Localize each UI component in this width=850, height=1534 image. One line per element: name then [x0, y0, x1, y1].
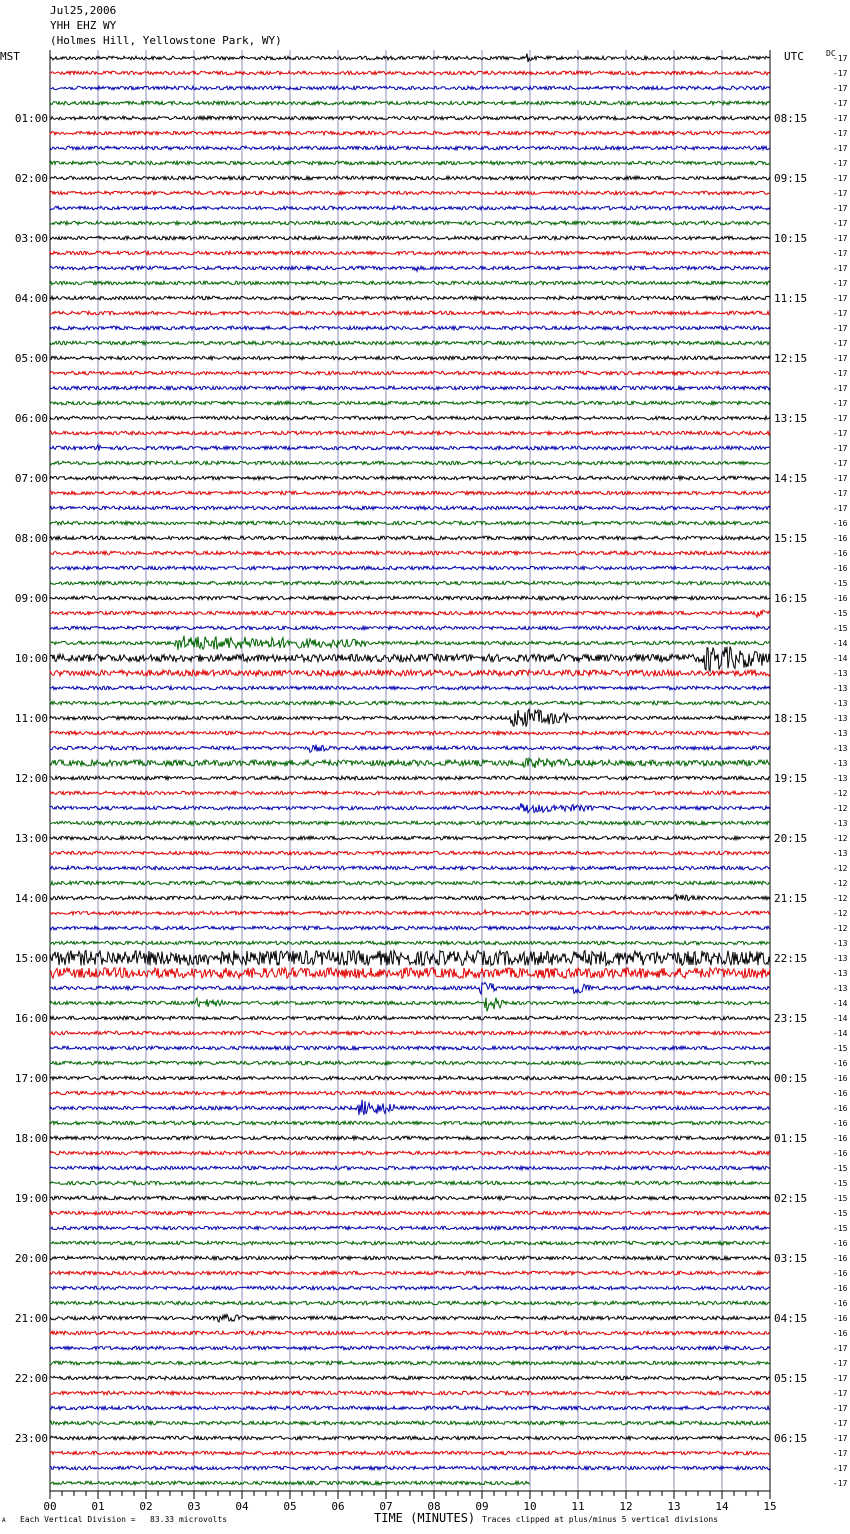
left-hour-label: 02:00: [14, 172, 48, 185]
seismic-trace: [50, 686, 770, 690]
station-location: (Holmes Hill, Yellowstone Park, WY): [50, 34, 282, 47]
seismic-trace: [50, 1361, 770, 1365]
seismic-trace: [50, 610, 770, 617]
seismic-trace: [50, 461, 770, 465]
seismic-trace: [50, 386, 770, 390]
right-hour-label: 05:15: [774, 1372, 808, 1385]
right-hour-label: 12:15: [774, 352, 808, 365]
seismic-trace: [50, 745, 770, 753]
dc-offset-label: -17: [833, 54, 848, 63]
dc-offset-label: -17: [833, 114, 848, 123]
dc-offset-label: -17: [833, 219, 848, 228]
dc-offset-label: -17: [833, 294, 848, 303]
seismic-trace: [50, 1331, 770, 1335]
seismic-trace: [50, 776, 770, 780]
dc-offset-label: -13: [833, 684, 848, 693]
seismic-trace: [50, 101, 770, 105]
seismic-trace: [50, 581, 770, 585]
dc-offset-label: -17: [833, 174, 848, 183]
seismic-trace: [50, 1100, 770, 1115]
seismic-trace: [50, 1286, 770, 1290]
right-hour-label: 20:15: [774, 832, 808, 845]
dc-offset-label: -17: [833, 129, 848, 138]
dc-offset-label: -15: [833, 1194, 848, 1203]
x-tick-label: 14: [715, 1500, 729, 1513]
right-hour-label: 04:15: [774, 1312, 808, 1325]
dc-offset-label: -15: [833, 1209, 848, 1218]
dc-offset-label: -17: [833, 489, 848, 498]
dc-offset-label: -14: [833, 999, 848, 1008]
seismic-trace: [50, 266, 770, 271]
dc-offset-label: -15: [833, 609, 848, 618]
seismic-trace: [50, 881, 770, 885]
left-hour-label: 17:00: [14, 1072, 48, 1085]
seismic-trace: [50, 356, 770, 360]
dc-offset-label: -16: [833, 1314, 848, 1323]
seismic-trace: [50, 596, 770, 600]
seismic-trace: [50, 251, 770, 255]
seismic-trace: [50, 1271, 770, 1275]
dc-offset-label: -15: [833, 1044, 848, 1053]
clip-note: Traces clipped at plus/minus 5 vertical divisions: [482, 1515, 719, 1524]
left-hour-label: 11:00: [14, 712, 48, 725]
seismic-trace: [50, 982, 770, 994]
seismic-trace: [50, 997, 770, 1011]
right-hour-label: 09:15: [774, 172, 808, 185]
x-tick-label: 06: [331, 1500, 345, 1513]
right-hour-label: 10:15: [774, 232, 808, 245]
seismic-trace: [50, 1196, 770, 1200]
dc-offset-label: -16: [833, 594, 848, 603]
seismic-trace: [50, 54, 770, 63]
seismic-trace: [50, 803, 770, 813]
dc-offset-label: -17: [833, 354, 848, 363]
dc-offset-label: -17: [833, 414, 848, 423]
dc-offset-label: -12: [833, 909, 848, 918]
seismic-trace: [50, 491, 770, 495]
dc-offset-label: -16: [833, 519, 848, 528]
dc-offset-label: -13: [833, 954, 848, 963]
dc-offset-label: -13: [833, 669, 848, 678]
seismic-trace: [50, 445, 770, 451]
dc-offset-label: -17: [833, 1464, 848, 1473]
seismic-trace: [50, 647, 770, 672]
dc-offset-label: -17: [833, 339, 848, 348]
dc-offset-header: DC: [826, 49, 836, 58]
seismic-trace: [50, 758, 770, 768]
dc-offset-label: -17: [833, 1479, 848, 1488]
dc-offset-label: -17: [833, 1449, 848, 1458]
seismic-trace: [50, 1046, 770, 1050]
dc-offset-label: -17: [833, 1404, 848, 1413]
seismic-trace: [50, 416, 770, 420]
seismic-trace: [50, 1226, 770, 1230]
seismic-trace: [50, 701, 770, 705]
dc-offset-label: -17: [833, 444, 848, 453]
dc-offset-label: -12: [833, 894, 848, 903]
dc-offset-label: -17: [833, 1389, 848, 1398]
x-tick-label: 13: [667, 1500, 681, 1513]
left-hour-label: 08:00: [14, 532, 48, 545]
seismic-trace: [50, 1256, 770, 1260]
seismic-trace: [50, 926, 770, 930]
right-hour-label: 23:15: [774, 1012, 808, 1025]
left-hour-label: 16:00: [14, 1012, 48, 1025]
dc-offset-label: -16: [833, 1134, 848, 1143]
left-hour-label: 10:00: [14, 652, 48, 665]
dc-offset-label: -12: [833, 864, 848, 873]
left-hour-label: 20:00: [14, 1252, 48, 1265]
right-hour-label: 22:15: [774, 952, 808, 965]
right-hour-label: 21:15: [774, 892, 808, 905]
right-hour-label: 18:15: [774, 712, 808, 725]
plot-date: Jul25,2006: [50, 4, 117, 17]
dc-offset-label: -17: [833, 204, 848, 213]
seismic-trace: [50, 670, 770, 676]
dc-offset-label: -17: [833, 369, 848, 378]
seismic-trace: [50, 951, 770, 966]
seismic-trace: [50, 86, 770, 90]
seismic-trace: [50, 146, 770, 150]
seismic-trace: [50, 1151, 770, 1155]
x-axis-title: TIME (MINUTES): [374, 1511, 476, 1525]
dc-offset-label: -17: [833, 309, 848, 318]
dc-offset-label: -17: [833, 384, 848, 393]
seismic-trace: [50, 206, 770, 210]
x-tick-label: 01: [91, 1500, 105, 1513]
dc-offset-label: -16: [833, 1239, 848, 1248]
left-hour-label: 05:00: [14, 352, 48, 365]
seismic-trace: [50, 791, 770, 795]
dc-offset-label: -17: [833, 144, 848, 153]
dc-offset-label: -16: [833, 564, 848, 573]
seismic-trace: [50, 1421, 770, 1425]
dc-offset-label: -13: [833, 819, 848, 828]
dc-offset-label: -13: [833, 939, 848, 948]
seismic-trace: [50, 281, 770, 285]
dc-offset-label: -17: [833, 189, 848, 198]
dc-offset-label: -17: [833, 99, 848, 108]
seismic-trace: [50, 431, 770, 435]
dc-offset-label: -16: [833, 1329, 848, 1338]
x-tick-label: 00: [43, 1500, 57, 1513]
right-timezone-label: UTC: [784, 50, 804, 63]
dc-offset-label: -13: [833, 714, 848, 723]
x-tick-label: 11: [571, 1500, 585, 1513]
dc-offset-label: -13: [833, 984, 848, 993]
left-hour-label: 15:00: [14, 952, 48, 965]
x-tick-label: 04: [235, 1500, 249, 1513]
seismic-trace: [50, 731, 770, 735]
dc-offset-label: -13: [833, 849, 848, 858]
dc-offset-label: -13: [833, 969, 848, 978]
dc-offset-label: -14: [833, 639, 848, 648]
dc-offset-label: -17: [833, 324, 848, 333]
dc-offset-label: -17: [833, 1434, 848, 1443]
dc-offset-label: -17: [833, 1374, 848, 1383]
seismic-trace: [50, 1031, 770, 1035]
right-hour-label: 14:15: [774, 472, 808, 485]
dc-offset-label: -17: [833, 429, 848, 438]
left-hour-label: 19:00: [14, 1192, 48, 1205]
seismic-trace: [50, 131, 770, 135]
seismic-trace: [50, 71, 770, 75]
seismic-trace: [50, 1136, 770, 1140]
seismic-trace: [50, 1451, 770, 1455]
seismic-trace: [50, 296, 770, 300]
seismic-trace: [50, 1436, 770, 1440]
seismic-trace: [50, 536, 770, 540]
left-hour-label: 09:00: [14, 592, 48, 605]
dc-offset-label: -13: [833, 759, 848, 768]
x-tick-label: 10: [523, 1500, 537, 1513]
seismic-trace: [50, 371, 770, 375]
scale-note: Each Vertical Division = 83.33 microvolts: [20, 1515, 228, 1524]
dc-offset-label: -12: [833, 804, 848, 813]
dc-offset-label: -17: [833, 84, 848, 93]
seismic-trace: [50, 1301, 770, 1305]
dc-offset-label: -16: [833, 549, 848, 558]
seismic-trace: [50, 176, 770, 180]
seismic-trace: [50, 1376, 770, 1380]
dc-offset-label: -12: [833, 834, 848, 843]
right-hour-label: 00:15: [774, 1072, 808, 1085]
dc-offset-label: -17: [833, 474, 848, 483]
right-hour-label: 16:15: [774, 592, 808, 605]
x-tick-label: 03: [187, 1500, 201, 1513]
seismic-trace: [50, 1181, 770, 1185]
left-hour-label: 23:00: [14, 1432, 48, 1445]
dc-offset-label: -12: [833, 924, 848, 933]
seismic-trace: [50, 821, 770, 825]
seismic-trace: [50, 236, 770, 240]
right-hour-label: 19:15: [774, 772, 808, 785]
seismic-trace: [50, 851, 770, 855]
seismic-trace: [50, 1346, 770, 1350]
seismic-trace: [50, 476, 770, 480]
left-hour-label: 01:00: [14, 112, 48, 125]
seismic-trace: [50, 894, 770, 900]
left-hour-label: 21:00: [14, 1312, 48, 1325]
right-hour-label: 03:15: [774, 1252, 808, 1265]
dc-offset-label: -17: [833, 159, 848, 168]
dc-offset-label: -16: [833, 1059, 848, 1068]
dc-offset-label: -17: [833, 1344, 848, 1353]
seismic-trace: [50, 551, 770, 555]
right-hour-label: 15:15: [774, 532, 808, 545]
seismic-trace: [50, 311, 770, 315]
dc-offset-label: -16: [833, 1254, 848, 1263]
seismic-trace: [50, 636, 770, 650]
dc-offset-label: -15: [833, 624, 848, 633]
seismic-trace: [50, 1166, 770, 1170]
dc-offset-label: -17: [833, 504, 848, 513]
dc-offset-label: -17: [833, 1419, 848, 1428]
dc-offset-label: -17: [833, 69, 848, 78]
dc-offset-label: -17: [833, 249, 848, 258]
seismic-trace: [50, 506, 770, 510]
seismic-trace: [50, 968, 770, 979]
dc-offset-label: -14: [833, 1014, 848, 1023]
seismic-trace: [50, 401, 770, 405]
seismic-trace: [50, 341, 770, 345]
left-hour-label: 12:00: [14, 772, 48, 785]
dc-offset-label: -16: [833, 1119, 848, 1128]
seismic-trace: [50, 566, 770, 570]
seismic-trace: [50, 1016, 770, 1020]
seismic-trace: [50, 1091, 770, 1095]
dc-offset-label: -15: [833, 1164, 848, 1173]
dc-offset-label: -13: [833, 729, 848, 738]
dc-offset-label: -13: [833, 699, 848, 708]
seismic-trace: [50, 326, 770, 330]
right-hour-label: 17:15: [774, 652, 808, 665]
dc-offset-label: -12: [833, 879, 848, 888]
dc-offset-label: -15: [833, 1224, 848, 1233]
dc-offset-label: -15: [833, 579, 848, 588]
seismic-trace: [50, 1391, 770, 1395]
dc-offset-label: -17: [833, 399, 848, 408]
left-hour-label: 14:00: [14, 892, 48, 905]
left-hour-label: 18:00: [14, 1132, 48, 1145]
x-tick-label: 12: [619, 1500, 633, 1513]
seismic-trace: [50, 1121, 770, 1125]
left-hour-label: 13:00: [14, 832, 48, 845]
seismic-trace: [50, 521, 770, 525]
x-tick-label: 02: [139, 1500, 153, 1513]
dc-offset-label: -15: [833, 1179, 848, 1188]
dc-offset-label: -17: [833, 279, 848, 288]
seismic-trace: [50, 626, 770, 630]
x-tick-label: 05: [283, 1500, 297, 1513]
seismic-trace: [50, 1406, 770, 1410]
seismic-trace: [50, 866, 770, 870]
dc-offset-label: -13: [833, 774, 848, 783]
right-hour-label: 11:15: [774, 292, 808, 305]
seismic-trace: [50, 1076, 770, 1080]
left-hour-label: 22:00: [14, 1372, 48, 1385]
seismic-trace: [50, 116, 770, 120]
seismic-trace: [50, 709, 770, 726]
seismic-trace: [50, 1466, 770, 1470]
right-hour-label: 08:15: [774, 112, 808, 125]
dc-offset-label: -16: [833, 1104, 848, 1113]
seismic-trace: [50, 910, 770, 915]
seismic-trace: [50, 161, 770, 165]
right-hour-label: 06:15: [774, 1432, 808, 1445]
seismic-trace: [50, 191, 770, 195]
seismic-trace: [50, 1314, 770, 1322]
seismic-trace: [50, 836, 770, 840]
dc-offset-label: -16: [833, 1089, 848, 1098]
right-hour-label: 13:15: [774, 412, 808, 425]
dc-offset-label: -16: [833, 1149, 848, 1158]
seismic-trace: [50, 941, 770, 945]
dc-offset-label: -14: [833, 1029, 848, 1038]
dc-offset-label: -17: [833, 234, 848, 243]
dc-offset-label: -17: [833, 459, 848, 468]
seismic-trace: [50, 221, 770, 225]
dc-offset-label: -12: [833, 789, 848, 798]
seismic-trace: [50, 1241, 770, 1245]
x-tick-label: 07: [379, 1500, 393, 1513]
dc-offset-label: -14: [833, 654, 848, 663]
dc-offset-label: -16: [833, 1074, 848, 1083]
dc-offset-label: -13: [833, 744, 848, 753]
corner-mark: A: [2, 1517, 6, 1524]
right-hour-label: 01:15: [774, 1132, 808, 1145]
dc-offset-label: -17: [833, 264, 848, 273]
x-tick-label: 15: [763, 1500, 777, 1513]
left-hour-label: 04:00: [14, 292, 48, 305]
dc-offset-label: -16: [833, 1299, 848, 1308]
left-hour-label: 07:00: [14, 472, 48, 485]
right-hour-label: 02:15: [774, 1192, 808, 1205]
seismic-trace: [50, 1061, 770, 1065]
left-timezone-label: MST: [0, 50, 20, 63]
dc-offset-label: -16: [833, 1284, 848, 1293]
dc-offset-label: -16: [833, 1269, 848, 1278]
x-tick-label: 09: [475, 1500, 489, 1513]
left-hour-label: 06:00: [14, 412, 48, 425]
dc-offset-label: -17: [833, 1359, 848, 1368]
dc-offset-label: -16: [833, 534, 848, 543]
station-code: YHH EHZ WY: [50, 19, 117, 32]
seismic-trace: [50, 1211, 770, 1215]
left-hour-label: 03:00: [14, 232, 48, 245]
x-tick-label: 08: [427, 1500, 441, 1513]
